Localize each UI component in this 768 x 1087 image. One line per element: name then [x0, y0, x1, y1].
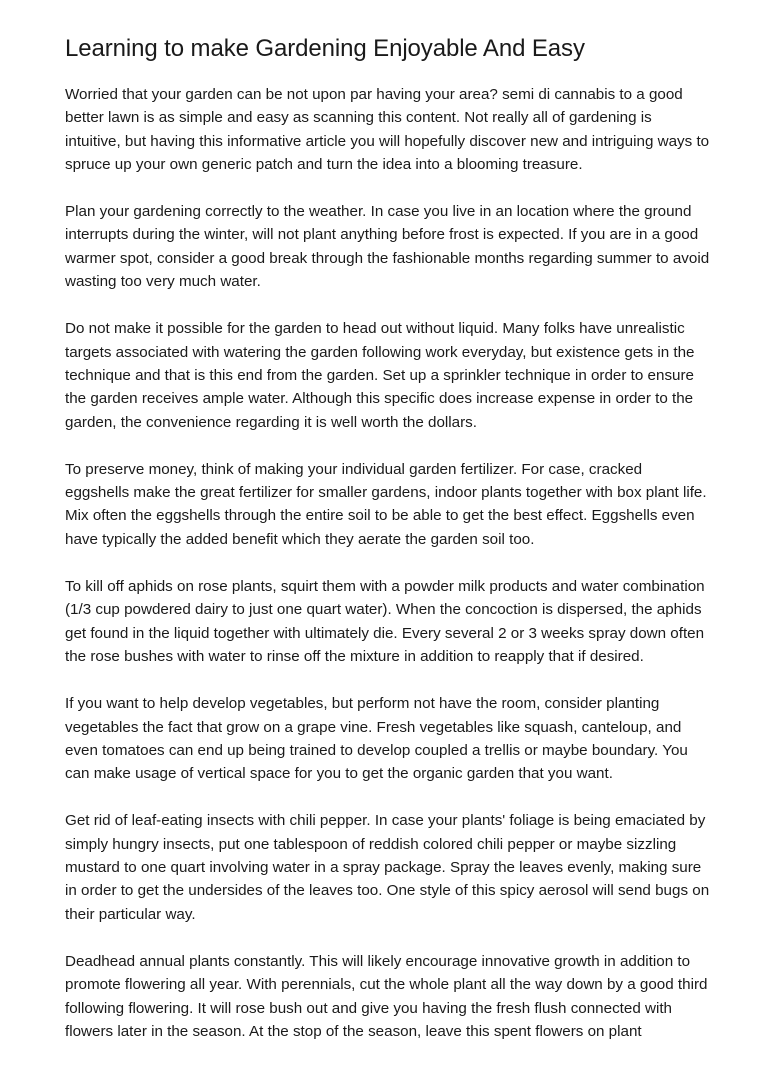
- paragraph-1: Worried that your garden can be not upon par having your area? semi di cannabis to a good better lawn is as simple and easy as scanning this content. Not really all of gardening is intuitive, but having this informative article you will hopefully discover new and intriguing ways to spruce up your own generic patch and turn the idea into a blooming treasure.: [65, 86, 710, 173]
- paragraph-2: Plan your gardening correctly to the weather. In case you live in an location where the ground interrupts during the winter, will not plant anything before frost is expected. If you are in a good warmer spot, consider a good break through the fashionable months regarding summer to avoid wasting too very much water.: [65, 203, 710, 291]
- paragraph-4: To preserve money, think of making your individual garden fertilizer. For case, cracked eggshells make the great fertilizer for smaller gardens, indoor plants together with box plant life. Mix often the eggshells through the entire soil to be able to get the best effect. Eggshells even have typically the added benefit which they aerate the garden soil too.: [65, 460, 707, 548]
- paragraph-5: To kill off aphids on rose plants, squirt them with a powder milk products and water combination (1/3 cup powdered dairy to just one quart water). When the concoction is dispersed, the aphids get found in the liquid together with ultimately die. Every several 2 or 3 weeks spray down often the rose bushes with water to rinse off the mixture in addition to reapply that if desired.: [65, 578, 705, 665]
- paragraph-8: Deadhead annual plants constantly. This will likely encourage innovative growth in addition to promote flowering all year. With perennials, cut the whole plant all the way down by a good third following flowering. It will rose bush out and give you having the fresh flush connected with flowers later in the season. At the stop of the season, leave this spent flowers on plant: [65, 952, 708, 1040]
- paragraph-3: Do not make it possible for the garden to head out without liquid. Many folks have unrealistic targets associated with watering the garden following work everyday, but existence gets in the technique and that is this end from the garden. Set up a sprinkler technique in order to ensure the garden receives ample water. Although this specific does increase expense in order to the garden, the convenience regarding it is well worth the dollars.: [65, 320, 695, 431]
- paragraph-6: If you want to help develop vegetables, but perform not have the room, consider planting vegetables the fact that grow on a grape vine. Fresh vegetables like squash, canteloup, and even tomatoes can end up being trained to develop coupled a trellis or maybe boundary. You can make usage of vertical space for you to get the organic garden that you want.: [65, 695, 688, 783]
- document-title: Learning to make Gardening Enjoyable And Easy: [65, 35, 585, 62]
- document-body: [65, 34, 710, 1067]
- paragraph-7: Get rid of leaf-eating insects with chili pepper. In case your plants' foliage is being emaciated by simply hungry insects, put one tablespoon of reddish colored chili pepper or maybe sizzling mustard to one quart involving water in a spray package. Spray the leaves evenly, making sure in order to get the undersides of the leaves too. One style of this spicy aerosol will send bugs on their particular way.: [65, 812, 710, 923]
